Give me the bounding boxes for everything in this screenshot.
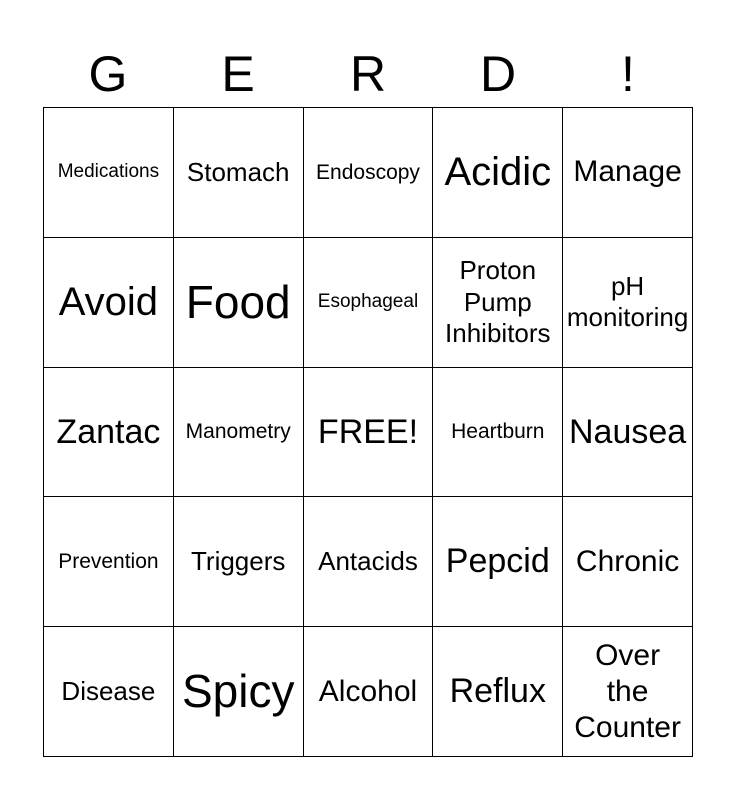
bingo-header: [43, 40, 693, 108]
header-letter-g: G: [88, 46, 128, 102]
bingo-cell[interactable]: Zantac: [44, 368, 174, 498]
free-space-cell[interactable]: FREE!: [304, 368, 434, 498]
bingo-cell[interactable]: Reflux: [433, 627, 563, 757]
bingo-cell[interactable]: Disease: [44, 627, 174, 757]
bingo-cell[interactable]: Avoid: [44, 238, 174, 368]
bingo-cell[interactable]: Alcohol: [304, 627, 434, 757]
bingo-cell[interactable]: Chronic: [563, 497, 693, 627]
bingo-cell[interactable]: Food: [174, 238, 304, 368]
bingo-cell[interactable]: Over the Counter: [563, 627, 693, 757]
bingo-cell[interactable]: Nausea: [563, 368, 693, 498]
bingo-cell[interactable]: Triggers: [174, 497, 304, 627]
bingo-board: [43, 107, 693, 757]
bingo-cell[interactable]: Antacids: [304, 497, 434, 627]
header-letter-exclamation: !: [621, 46, 635, 102]
bingo-cell[interactable]: Prevention: [44, 497, 174, 627]
bingo-cell[interactable]: Manage: [563, 108, 693, 238]
bingo-cell[interactable]: Heartburn: [433, 368, 563, 498]
bingo-cell[interactable]: Medications: [44, 108, 174, 238]
header-letter-e: E: [221, 46, 255, 102]
bingo-cell[interactable]: Acidic: [433, 108, 563, 238]
bingo-cell[interactable]: Proton Pump Inhibitors: [433, 238, 563, 368]
header-letter-r: R: [349, 46, 387, 102]
bingo-cell[interactable]: Stomach: [174, 108, 304, 238]
header-letter-d: D: [479, 46, 517, 102]
bingo-cell[interactable]: pH monitoring: [563, 238, 693, 368]
bingo-cell[interactable]: Pepcid: [433, 497, 563, 627]
bingo-cell[interactable]: Esophageal: [304, 238, 434, 368]
bingo-cell[interactable]: Endoscopy: [304, 108, 434, 238]
bingo-cell[interactable]: Manometry: [174, 368, 304, 498]
bingo-cell[interactable]: Spicy: [174, 627, 304, 757]
